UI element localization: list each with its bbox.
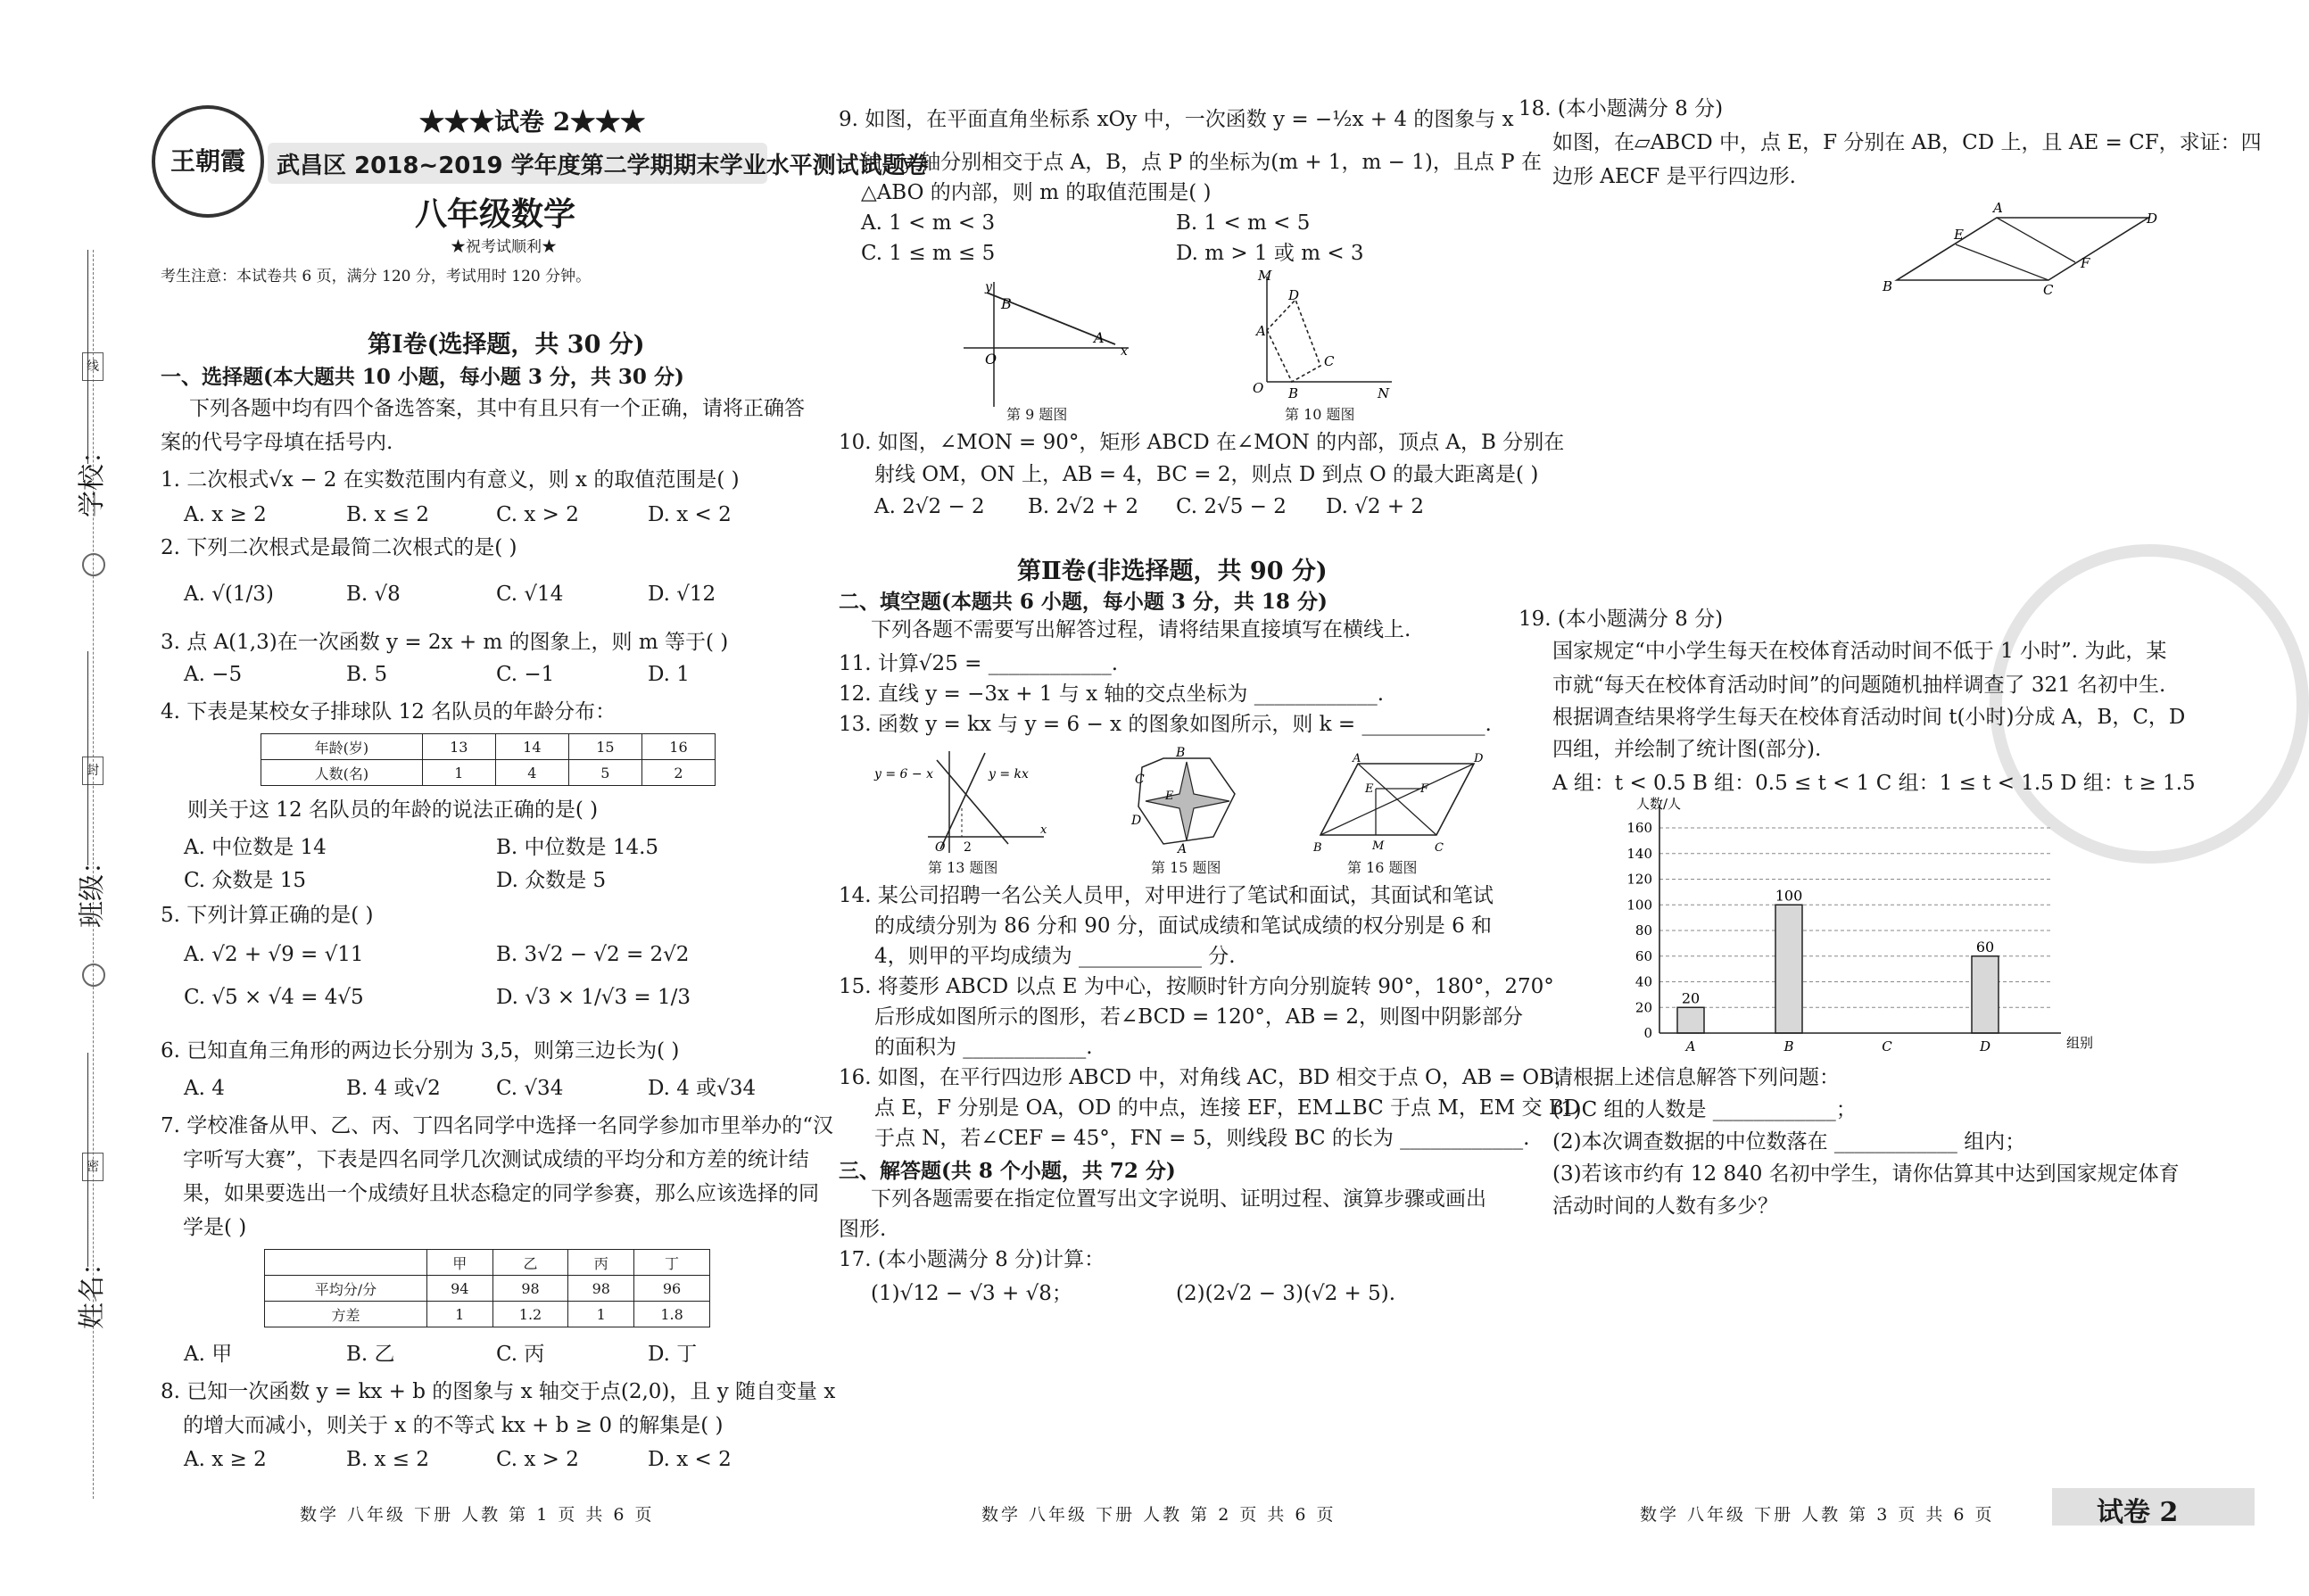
q19-line: 根据调查结果将学生每天在校体育活动时间 t(小时)分成 A，B，C，D bbox=[1552, 706, 2186, 729]
svg-text:B: B bbox=[1288, 385, 1299, 401]
svg-text:A: A bbox=[1353, 752, 1361, 765]
table-row bbox=[265, 1250, 710, 1276]
q10-option-b: B. 2√2 + 2 bbox=[1028, 495, 1138, 518]
chart-y-label: 人数/人 bbox=[1636, 796, 1682, 812]
svg-text:D: D bbox=[1131, 814, 1142, 828]
svg-text:M: M bbox=[1258, 268, 1272, 284]
part3-intro: 下列各题需要在指定位置写出文字说明、证明过程、演算步骤或画出 bbox=[871, 1187, 1486, 1211]
q4-age-table bbox=[261, 733, 716, 786]
binding-box-1: 线 bbox=[82, 352, 103, 381]
school-field-label: 学校： bbox=[77, 437, 108, 517]
table-cell: 16 bbox=[641, 734, 715, 760]
svg-text:A: A bbox=[1094, 329, 1105, 346]
binding-hole-icon bbox=[82, 963, 105, 987]
table-cell: 年龄(岁) bbox=[261, 734, 423, 760]
q7-option-a: A. 甲 bbox=[184, 1343, 233, 1366]
chart-y-tick-label: 40 bbox=[1635, 973, 1652, 990]
part3-section: 三、解答题(共 8 个小题，共 72 分) bbox=[839, 1159, 1176, 1183]
q10-line: 射线 OM，ON 上，AB = 4，BC = 2，则点 D 到点 O 的最大距离是( ) bbox=[874, 463, 1539, 486]
svg-text:O: O bbox=[935, 840, 946, 855]
chart-y-tick-label: 140 bbox=[1626, 845, 1652, 862]
table-cell: 15 bbox=[568, 734, 641, 760]
q7-option-c: C. 丙 bbox=[496, 1343, 545, 1366]
q3-option-c: C. −1 bbox=[496, 663, 555, 686]
q8-option-a: A. x ≥ 2 bbox=[184, 1448, 267, 1471]
q19-line: 国家规定“中小学生每天在校体育活动时间不低于 1 小时”. 为此，某 bbox=[1552, 640, 2167, 663]
part3-intro: 图形. bbox=[839, 1218, 887, 1241]
q16-line: 点 E，F 分别是 OA，OD 的中点，连接 EF，EM⊥BC 于点 M，EM 交 BD bbox=[874, 1096, 1581, 1120]
fig10-caption: 第 10 题图 bbox=[1285, 406, 1355, 423]
chart-bar-label: 60 bbox=[1975, 938, 1995, 955]
table-row bbox=[265, 1302, 710, 1327]
q5-option-c: C. √5 × √4 = 4√5 bbox=[184, 986, 364, 1009]
q19-sub-1: (1)C 组的人数是 ____________； bbox=[1552, 1098, 1857, 1121]
q10-line: 10. 如图，∠MON = 90°，矩形 ABCD 在∠MON 的内部，顶点 A，B 分别在 bbox=[839, 431, 1565, 454]
q19-line: 市就“每天在校体育活动时间”的问题随机抽样调查了 321 名初中生. bbox=[1552, 674, 2166, 697]
q10-option-c: C. 2√5 − 2 bbox=[1176, 495, 1287, 518]
svg-text:C: C bbox=[1435, 841, 1444, 855]
q6-option-b: B. 4 或√2 bbox=[346, 1077, 441, 1100]
svg-text:F: F bbox=[1420, 782, 1429, 796]
footer-paper-tag: 试卷 2 bbox=[2097, 1497, 2179, 1528]
q2-option-a: A. √(1/3) bbox=[184, 583, 274, 606]
chart-bars bbox=[1677, 887, 1999, 1033]
fig10-diagram bbox=[1249, 268, 1401, 401]
table-cell: 1.8 bbox=[634, 1302, 710, 1327]
name-field-line[interactable] bbox=[87, 1053, 88, 1267]
svg-text:x: x bbox=[1040, 823, 1047, 837]
binding-sidebar bbox=[0, 0, 143, 1596]
footer-page-3: 数学 八年级 下册 人教 第 3 页 共 6 页 bbox=[1640, 1505, 1995, 1525]
logo-text: 王朝霞 bbox=[170, 146, 245, 176]
exam-notice: 考生注意：本试卷共 6 页，满分 120 分，考试用时 120 分钟。 bbox=[161, 268, 592, 285]
q4-option-b: B. 中位数是 14.5 bbox=[496, 836, 659, 859]
q9-line: △ABO 的内部，则 m 的取值范围是( ) bbox=[861, 181, 1212, 204]
chart-bar bbox=[1972, 956, 1999, 1033]
exam-title: 武昌区 2018~2019 学年度第二学期期末学业水平测试试题卷 bbox=[277, 153, 929, 179]
q19-groups: A 组：t < 0.5 B 组：0.5 ≤ t < 1 C 组：1 ≤ t < 1.5 D 组：t ≥ 1.5 bbox=[1552, 772, 2196, 795]
table-cell: 方差 bbox=[265, 1302, 427, 1327]
chart-x-tick-label: C bbox=[1882, 1038, 1892, 1054]
part1-intro: 案的代号字母填在括号内. bbox=[161, 431, 393, 454]
q7-line: 果，如果要选出一个成绩好且状态稳定的同学参赛，那么应该选择的同 bbox=[183, 1182, 819, 1205]
svg-text:E: E bbox=[1165, 790, 1174, 803]
svg-text:C: C bbox=[2043, 282, 2054, 298]
publisher-logo bbox=[152, 105, 264, 218]
fig9-diagram bbox=[955, 275, 1133, 409]
svg-text:E: E bbox=[1954, 227, 1964, 243]
q2-option-d: D. √12 bbox=[648, 583, 716, 606]
q7-line: 字听写大赛”，下表是四名同学几次测试成绩的平均分和方差的统计结 bbox=[183, 1148, 809, 1171]
q5-option-d: D. √3 × 1/√3 = 1/3 bbox=[496, 986, 691, 1009]
q11-stem: 11. 计算√25 = ____________. bbox=[839, 652, 1119, 675]
binding-box-2: 封 bbox=[82, 757, 103, 785]
svg-text:x: x bbox=[1121, 344, 1128, 359]
q9-option-b: B. 1 < m < 5 bbox=[1176, 211, 1311, 235]
table-row bbox=[261, 760, 716, 786]
q1-option-d: D. x < 2 bbox=[648, 503, 732, 526]
q2-stem: 2. 下列二次根式是最简二次根式的是( ) bbox=[161, 536, 517, 559]
q3-stem: 3. 点 A(1,3)在一次函数 y = 2x + m 的图象上，则 m 等于( ) bbox=[161, 631, 729, 654]
q1-option-a: A. x ≥ 2 bbox=[184, 503, 267, 526]
table-cell: 98 bbox=[492, 1276, 568, 1302]
chart-y-tick-label: 120 bbox=[1626, 871, 1652, 888]
svg-text:N: N bbox=[1378, 385, 1390, 401]
chart-x-tick-label: B bbox=[1783, 1038, 1794, 1054]
q7-option-b: B. 乙 bbox=[346, 1343, 395, 1366]
q19-sub-3-cont: 活动时间的人数有多少？ bbox=[1552, 1195, 1778, 1218]
q6-stem: 6. 已知直角三角形的两边长分别为 3,5，则第三边长为( ) bbox=[161, 1039, 680, 1063]
svg-text:C: C bbox=[1324, 353, 1335, 369]
q7-score-table bbox=[264, 1249, 710, 1327]
q17-part-1: (1)√12 − √3 + √8； bbox=[871, 1282, 1072, 1305]
fig15-diagram bbox=[1124, 748, 1249, 855]
chart-y-tick-label: 60 bbox=[1635, 947, 1652, 964]
q8-option-d: D. x < 2 bbox=[648, 1448, 732, 1471]
chart-x-tick-label: D bbox=[1979, 1038, 1991, 1054]
part2-title: 第Ⅱ卷(非选择题，共 90 分) bbox=[1017, 558, 1328, 585]
q4-stem: 4. 下表是某校女子排球队 12 名队员的年龄分布： bbox=[161, 700, 617, 724]
svg-text:M: M bbox=[1372, 839, 1385, 853]
q8-option-b: B. x ≤ 2 bbox=[346, 1448, 430, 1471]
part1-intro: 下列各题中均有四个备选答案，其中有且只有一个正确，请将正确答 bbox=[189, 397, 805, 420]
svg-text:A: A bbox=[1256, 323, 1266, 339]
table-cell: 5 bbox=[568, 760, 641, 786]
q3-option-b: B. 5 bbox=[346, 663, 388, 686]
chart-bar bbox=[1677, 1007, 1704, 1033]
q10-option-a: A. 2√2 − 2 bbox=[874, 495, 985, 518]
svg-text:D: D bbox=[1474, 752, 1484, 765]
q5-stem: 5. 下列计算正确的是( ) bbox=[161, 904, 374, 927]
fig9-caption: 第 9 题图 bbox=[1006, 406, 1068, 423]
q9-line: 9. 如图，在平面直角坐标系 xOy 中，一次函数 y = −½x + 4 的图象与 x bbox=[839, 108, 1514, 131]
svg-text:B: B bbox=[1001, 295, 1012, 312]
table-cell: 乙 bbox=[492, 1250, 568, 1276]
q15-line: 的面积为 ____________. bbox=[874, 1036, 1093, 1059]
q7-option-d: D. 丁 bbox=[648, 1343, 698, 1366]
binding-hole-icon bbox=[82, 553, 105, 576]
class-field-line[interactable] bbox=[87, 651, 88, 865]
chart-bar-label: 100 bbox=[1775, 887, 1803, 905]
fig13-label-a: y = 6 − x bbox=[874, 767, 933, 781]
fig13-diagram bbox=[874, 748, 1053, 855]
table-cell: 2 bbox=[641, 760, 715, 786]
q4-option-c: C. 众数是 15 bbox=[184, 869, 306, 892]
table-cell: 1 bbox=[422, 760, 495, 786]
q1-option-b: B. x ≤ 2 bbox=[346, 503, 430, 526]
svg-text:2: 2 bbox=[964, 840, 972, 855]
q9-option-c: C. 1 ≤ m ≤ 5 bbox=[861, 242, 996, 265]
chart-y-ticks bbox=[1626, 820, 1652, 1041]
table-cell: 1.2 bbox=[492, 1302, 568, 1327]
q9-line: 轴、y 轴分别相交于点 A，B，点 P 的坐标为(m + 1，m − 1)，且点 P 在 bbox=[861, 151, 1542, 174]
paper-tag: ★★★试卷 2★★★ bbox=[419, 107, 646, 136]
svg-text:B: B bbox=[1883, 278, 1893, 294]
svg-text:A: A bbox=[1178, 842, 1188, 856]
table-cell: 人数(名) bbox=[261, 760, 423, 786]
chart-bar-label: 20 bbox=[1681, 989, 1701, 1007]
q2-option-c: C. √14 bbox=[496, 583, 564, 606]
q9-option-d: D. m > 1 或 m < 3 bbox=[1176, 242, 1364, 265]
table-cell: 13 bbox=[422, 734, 495, 760]
part2-section: 二、填空题(本题共 6 小题，每小题 3 分，共 18 分) bbox=[839, 590, 1328, 614]
q18-line: 如图，在▱ABCD 中，点 E，F 分别在 AB，CD 上，且 AE = CF，求证：四 bbox=[1552, 131, 2262, 154]
q5-option-a: A. √2 + √9 = √11 bbox=[184, 943, 364, 966]
footer-page-1: 数学 八年级 下册 人教 第 1 页 共 6 页 bbox=[300, 1505, 655, 1525]
chart-y-tick-label: 160 bbox=[1626, 820, 1652, 836]
svg-text:D: D bbox=[2147, 211, 2158, 227]
table-cell: 94 bbox=[426, 1276, 492, 1302]
q14-line: 4，则甲的平均成绩为 ____________ 分. bbox=[874, 945, 1236, 968]
q2-option-b: B. √8 bbox=[346, 583, 401, 606]
svg-text:O: O bbox=[1253, 380, 1264, 396]
q7-line: 学是( ) bbox=[183, 1216, 247, 1239]
q4-option-a: A. 中位数是 14 bbox=[184, 836, 327, 859]
q3-option-d: D. 1 bbox=[648, 663, 690, 686]
q19-sub-3: (3)若该市约有 12 840 名初中学生，请你估算其中达到国家规定体育 bbox=[1552, 1162, 2180, 1186]
q6-option-a: A. 4 bbox=[184, 1077, 225, 1100]
q8-line: 的增大而减小，则关于 x 的不等式 kx + b ≥ 0 的解集是( ) bbox=[183, 1414, 724, 1437]
table-cell: 96 bbox=[634, 1276, 710, 1302]
q14-line: 的成绩分别为 86 分和 90 分，面试成绩和笔试成绩的权分别是 6 和 bbox=[874, 914, 1493, 938]
binding-box-3: 密 bbox=[82, 1153, 103, 1181]
table-cell: 1 bbox=[426, 1302, 492, 1327]
fig18-diagram bbox=[1883, 198, 2159, 296]
table-row bbox=[261, 734, 716, 760]
svg-text:B: B bbox=[1313, 841, 1322, 855]
q19-stem: 19. (本小题满分 8 分) bbox=[1519, 608, 1724, 631]
table-cell: 14 bbox=[495, 734, 568, 760]
chart-y-tick-label: 0 bbox=[1643, 1025, 1652, 1041]
table-cell: 1 bbox=[568, 1302, 634, 1327]
part1-title: 第Ⅰ卷(选择题，共 30 分) bbox=[368, 331, 645, 359]
class-field-label: 班级： bbox=[77, 848, 108, 928]
q10-option-d: D. √2 + 2 bbox=[1326, 495, 1425, 518]
q12-stem: 12. 直线 y = −3x + 1 与 x 轴的交点坐标为 ____________. bbox=[839, 682, 1385, 706]
q8-option-c: C. x > 2 bbox=[496, 1448, 579, 1471]
q5-option-b: B. 3√2 − √2 = 2√2 bbox=[496, 943, 690, 966]
table-cell: 平均分/分 bbox=[265, 1276, 427, 1302]
svg-text:B: B bbox=[1176, 746, 1186, 760]
q16-line: 于点 N，若∠CEF = 45°，FN = 5，则线段 BC 的长为 ____________. bbox=[874, 1127, 1530, 1150]
q9-option-a: A. 1 < m < 3 bbox=[861, 211, 996, 235]
name-field-label: 姓名： bbox=[77, 1249, 108, 1329]
chart-x-tick-label: A bbox=[1685, 1038, 1696, 1054]
svg-text:y: y bbox=[985, 280, 992, 294]
q4-option-d: D. 众数是 5 bbox=[496, 869, 607, 892]
q19-line: 四组，并绘制了统计图(部分). bbox=[1552, 738, 1822, 761]
table-cell: 甲 bbox=[426, 1250, 492, 1276]
fig15-caption: 第 15 题图 bbox=[1151, 859, 1221, 876]
q14-line: 14. 某公司招聘一名公关人员甲，对甲进行了笔试和面试，其面试和笔试 bbox=[839, 884, 1494, 907]
q1-stem: 1. 二次根式√x − 2 在实数范围内有意义，则 x 的取值范围是( ) bbox=[161, 468, 740, 492]
q17-part-2: (2)(2√2 − 3)(√2 + 5). bbox=[1176, 1282, 1396, 1305]
q17-stem: 17. (本小题满分 8 分)计算： bbox=[839, 1248, 1105, 1271]
svg-text:E: E bbox=[1365, 782, 1374, 796]
table-row bbox=[265, 1276, 710, 1302]
svg-text:F: F bbox=[2081, 255, 2090, 271]
chart-bar bbox=[1775, 905, 1802, 1033]
q6-option-d: D. 4 或√34 bbox=[648, 1077, 757, 1100]
svg-text:O: O bbox=[985, 351, 997, 368]
q8-line: 8. 已知一次函数 y = kx + b 的图象与 x 轴交于点(2,0)，且 y 随自变量 x bbox=[161, 1380, 836, 1403]
svg-text:D: D bbox=[1288, 287, 1300, 303]
q3-option-a: A. −5 bbox=[184, 663, 243, 686]
svg-text:C: C bbox=[1135, 773, 1145, 787]
q7-line: 7. 学校准备从甲、乙、丙、丁四名同学中选择一名同学参加市里举办的“汉 bbox=[161, 1114, 834, 1137]
table-cell: 98 bbox=[568, 1276, 634, 1302]
fig13-caption: 第 13 题图 bbox=[928, 859, 998, 876]
q19-bar-chart bbox=[1606, 796, 2094, 1060]
q18-line: 边形 AECF 是平行四边形. bbox=[1552, 165, 1796, 188]
chart-y-tick-label: 100 bbox=[1626, 897, 1652, 914]
footer-page-2: 数学 八年级 下册 人教 第 2 页 共 6 页 bbox=[981, 1505, 1337, 1525]
q4-follow: 则关于这 12 名队员的年龄的说法正确的是( ) bbox=[187, 798, 599, 822]
q19-sub-2: (2)本次调查数据的中位数落在 ____________ 组内； bbox=[1552, 1130, 2026, 1154]
chart-x-ticks bbox=[1684, 1038, 1990, 1054]
table-cell: 4 bbox=[495, 760, 568, 786]
subject-title: 八年级数学 bbox=[415, 196, 576, 233]
wish-line: ★祝考试顺利★ bbox=[451, 238, 557, 256]
q18-stem: 18. (本小题满分 8 分) bbox=[1519, 97, 1724, 120]
fig16-diagram bbox=[1313, 752, 1484, 855]
fig13-label-b: y = kx bbox=[989, 767, 1029, 781]
school-field-line[interactable] bbox=[87, 250, 88, 464]
table-cell: 丁 bbox=[634, 1250, 710, 1276]
part1-section: 一、选择题(本大题共 10 小题，每小题 3 分，共 30 分) bbox=[161, 365, 684, 389]
part2-intro: 下列各题不需要写出解答过程，请将结果直接填写在横线上. bbox=[871, 618, 1411, 641]
table-cell: 丙 bbox=[568, 1250, 634, 1276]
q13-stem: 13. 函数 y = kx 与 y = 6 − x 的图象如图所示，则 k = ____________. bbox=[839, 713, 1492, 736]
q6-option-c: C. √34 bbox=[496, 1077, 564, 1100]
svg-text:A: A bbox=[1993, 200, 2003, 216]
chart-y-tick-label: 80 bbox=[1635, 922, 1652, 939]
table-cell bbox=[265, 1250, 427, 1276]
fig16-caption: 第 16 题图 bbox=[1347, 859, 1418, 876]
q19-ask: 请根据上述信息解答下列问题： bbox=[1552, 1066, 1840, 1089]
q15-line: 15. 将菱形 ABCD 以点 E 为中心，按顺时针方向分别旋转 90°，180°，270° bbox=[839, 975, 1554, 998]
q16-line: 16. 如图，在平行四边形 ABCD 中，对角线 AC，BD 相交于点 O，AB = OB， bbox=[839, 1066, 1575, 1089]
chart-y-tick-label: 20 bbox=[1635, 999, 1652, 1016]
q1-option-c: C. x > 2 bbox=[496, 503, 579, 526]
q15-line: 后形成如图所示的图形，若∠BCD = 120°，AB = 2，则图中阴影部分 bbox=[874, 1005, 1523, 1029]
chart-x-label: 组别 bbox=[2066, 1035, 2094, 1051]
